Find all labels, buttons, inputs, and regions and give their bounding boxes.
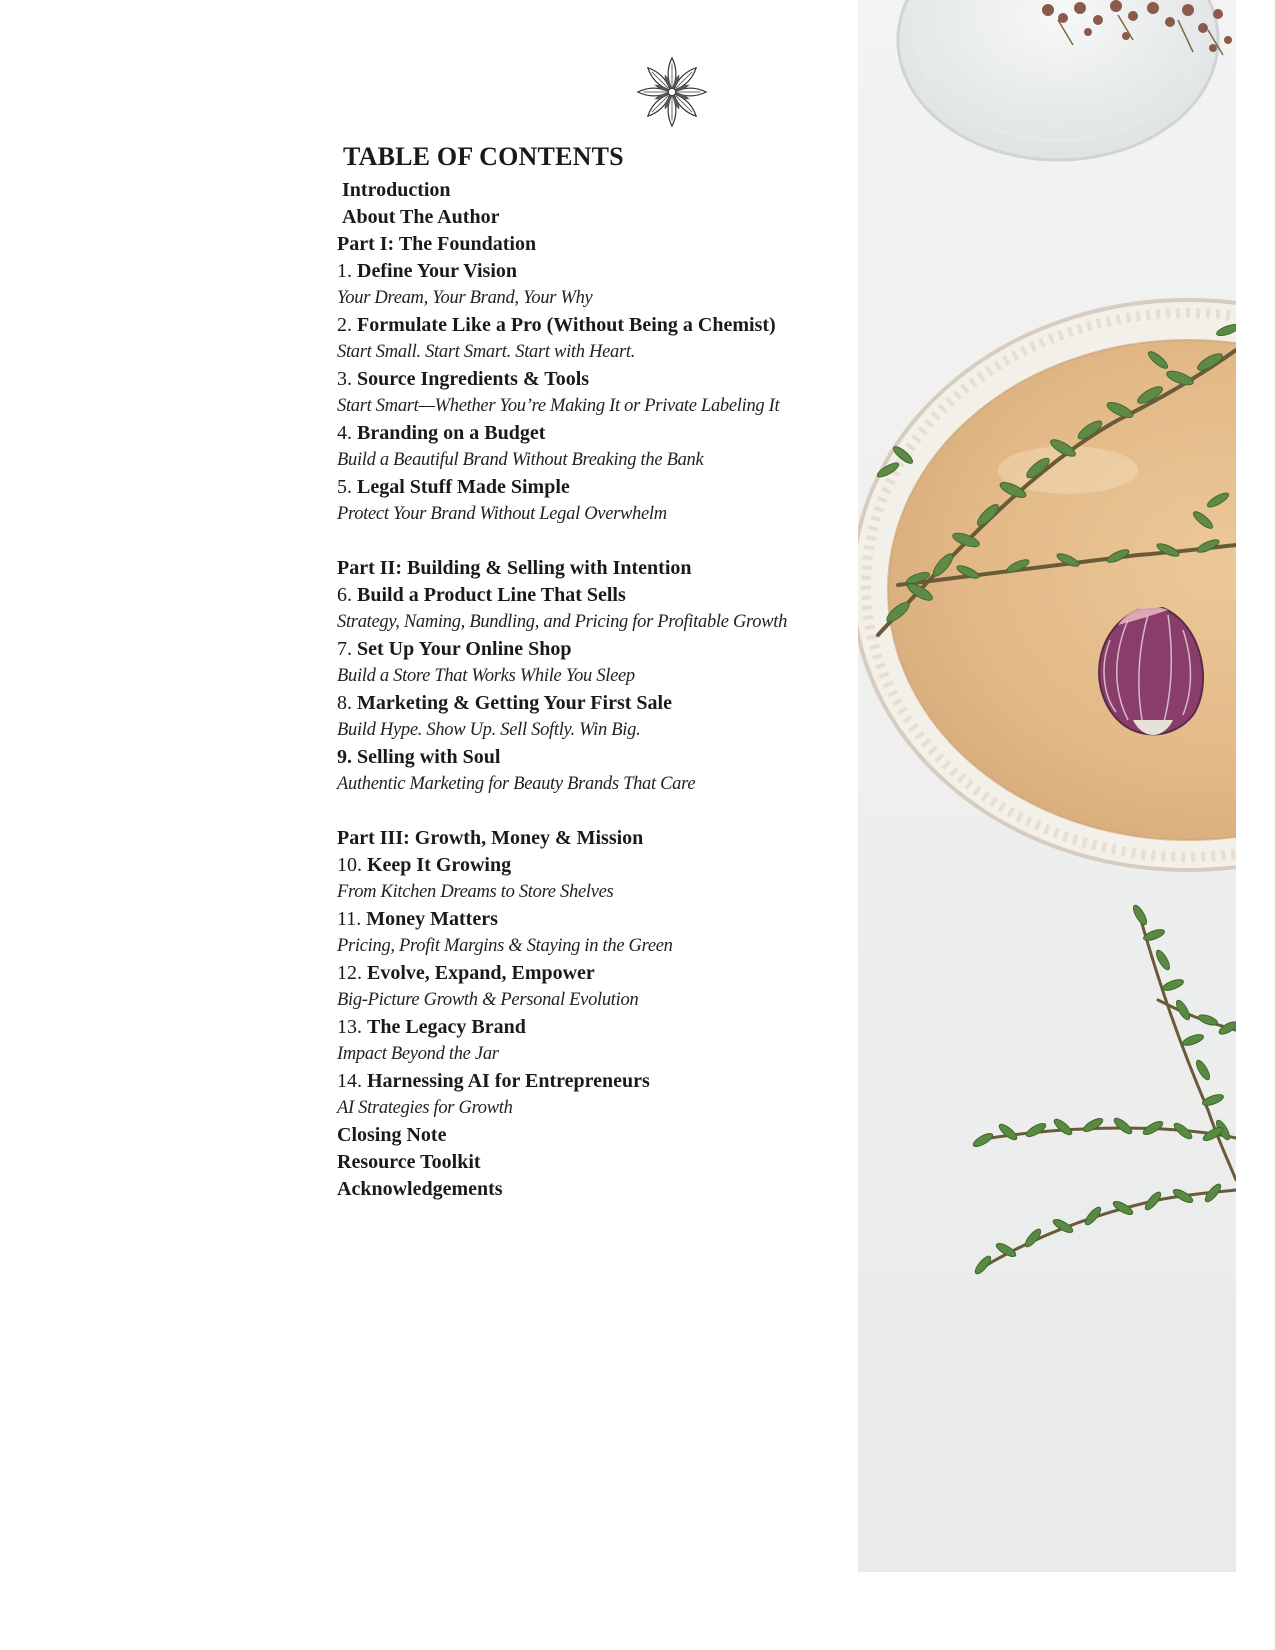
chapter-title: Legal Stuff Made Simple: [357, 476, 570, 498]
toc-chapter-1[interactable]: [337, 258, 837, 285]
table-of-contents: [337, 140, 837, 1203]
chapter-title: Set Up Your Online Shop: [357, 638, 572, 660]
chapter-title: Marketing & Getting Your First Sale: [357, 692, 672, 714]
chapter-title: Evolve, Expand, Empower: [367, 962, 595, 984]
chapter-number: 12.: [337, 962, 362, 984]
photo-illustration: [858, 0, 1236, 1572]
toc-chapter-2[interactable]: [337, 312, 837, 339]
toc-chapter-5[interactable]: [337, 474, 837, 501]
toc-chapter-9[interactable]: [337, 744, 837, 771]
chapter-13-subtitle: Impact Beyond the Jar: [337, 1044, 499, 1064]
toc-part-2-heading[interactable]: Part II: Building & Selling with Intention: [337, 557, 692, 579]
chapter-number: 14.: [337, 1070, 362, 1092]
spacer: [337, 798, 837, 825]
toc-chapter-7[interactable]: [337, 636, 837, 663]
herbal-oil-photo: [858, 0, 1236, 1572]
chapter-3-subtitle: Start Smart—Whether You’re Making It or Private Labeling It: [337, 396, 780, 416]
chapter-12-subtitle: Big-Picture Growth & Personal Evolution: [337, 990, 639, 1010]
chapter-14-subtitle: AI Strategies for Growth: [337, 1098, 513, 1118]
toc-about-author[interactable]: About The Author: [342, 206, 500, 228]
toc-chapter-14[interactable]: [337, 1068, 837, 1095]
toc-introduction[interactable]: Introduction: [342, 179, 451, 201]
chapter-number: 3.: [337, 368, 352, 390]
toc-chapter-4[interactable]: [337, 420, 837, 447]
star-anise-ornament-icon: [634, 54, 710, 130]
chapter-8-subtitle: Build Hype. Show Up. Sell Softly. Win Big.: [337, 720, 641, 740]
chapter-6-subtitle: Strategy, Naming, Bundling, and Pricing for Profitable Growth: [337, 612, 788, 632]
chapter-title: Source Ingredients & Tools: [357, 368, 590, 390]
toc-chapter-12[interactable]: [337, 960, 837, 987]
chapter-number: 8.: [337, 692, 352, 714]
chapter-number: 4.: [337, 422, 352, 444]
toc-part-3-heading[interactable]: Part III: Growth, Money & Mission: [337, 827, 644, 849]
chapter-number: 9.: [337, 746, 352, 768]
chapter-number: 13.: [337, 1016, 362, 1038]
chapter-5-subtitle: Protect Your Brand Without Legal Overwhelm: [337, 504, 667, 524]
toc-closing-note[interactable]: Closing Note: [337, 1124, 447, 1146]
toc-title: TABLE OF CONTENTS: [343, 142, 624, 171]
chapter-11-subtitle: Pricing, Profit Margins & Staying in the Green: [337, 936, 673, 956]
chapter-title: Selling with Soul: [357, 746, 501, 768]
toc-acknowledgements[interactable]: Acknowledgements: [337, 1178, 503, 1200]
chapter-10-subtitle: From Kitchen Dreams to Store Shelves: [337, 882, 614, 902]
chapter-number: 7.: [337, 638, 352, 660]
chapter-number: 6.: [337, 584, 352, 606]
chapter-title: Harnessing AI for Entrepreneurs: [367, 1070, 650, 1092]
toc-part-1-heading[interactable]: Part I: The Foundation: [337, 233, 537, 255]
toc-chapter-6[interactable]: [337, 582, 837, 609]
toc-chapter-10[interactable]: [337, 852, 837, 879]
toc-chapter-13[interactable]: [337, 1014, 837, 1041]
chapter-2-subtitle: Start Small. Start Smart. Start with Heart.: [337, 342, 636, 362]
chapter-number: 2.: [337, 314, 352, 336]
chapter-number: 10.: [337, 854, 362, 876]
chapter-title: Keep It Growing: [367, 854, 512, 876]
chapter-title: Build a Product Line That Sells: [357, 584, 626, 606]
toc-chapter-3[interactable]: [337, 366, 837, 393]
chapter-title: The Legacy Brand: [367, 1016, 526, 1038]
chapter-title: Define Your Vision: [357, 260, 518, 282]
chapter-number: 5.: [337, 476, 352, 498]
toc-chapter-11[interactable]: [337, 906, 837, 933]
chapter-7-subtitle: Build a Store That Works While You Sleep: [337, 666, 635, 686]
chapter-number: 11.: [337, 908, 362, 930]
chapter-4-subtitle: Build a Beautiful Brand Without Breaking the Bank: [337, 450, 704, 470]
chapter-title: Money Matters: [366, 908, 498, 930]
toc-resource-toolkit[interactable]: Resource Toolkit: [337, 1151, 481, 1173]
toc-chapter-8[interactable]: [337, 690, 837, 717]
spacer: [337, 528, 837, 555]
chapter-title: Formulate Like a Pro (Without Being a Chemist): [357, 314, 776, 336]
chapter-9-subtitle: Authentic Marketing for Beauty Brands That Care: [337, 774, 696, 794]
chapter-title: Branding on a Budget: [357, 422, 546, 444]
chapter-1-subtitle: Your Dream, Your Brand, Your Why: [337, 288, 593, 308]
chapter-number: 1.: [337, 260, 352, 282]
